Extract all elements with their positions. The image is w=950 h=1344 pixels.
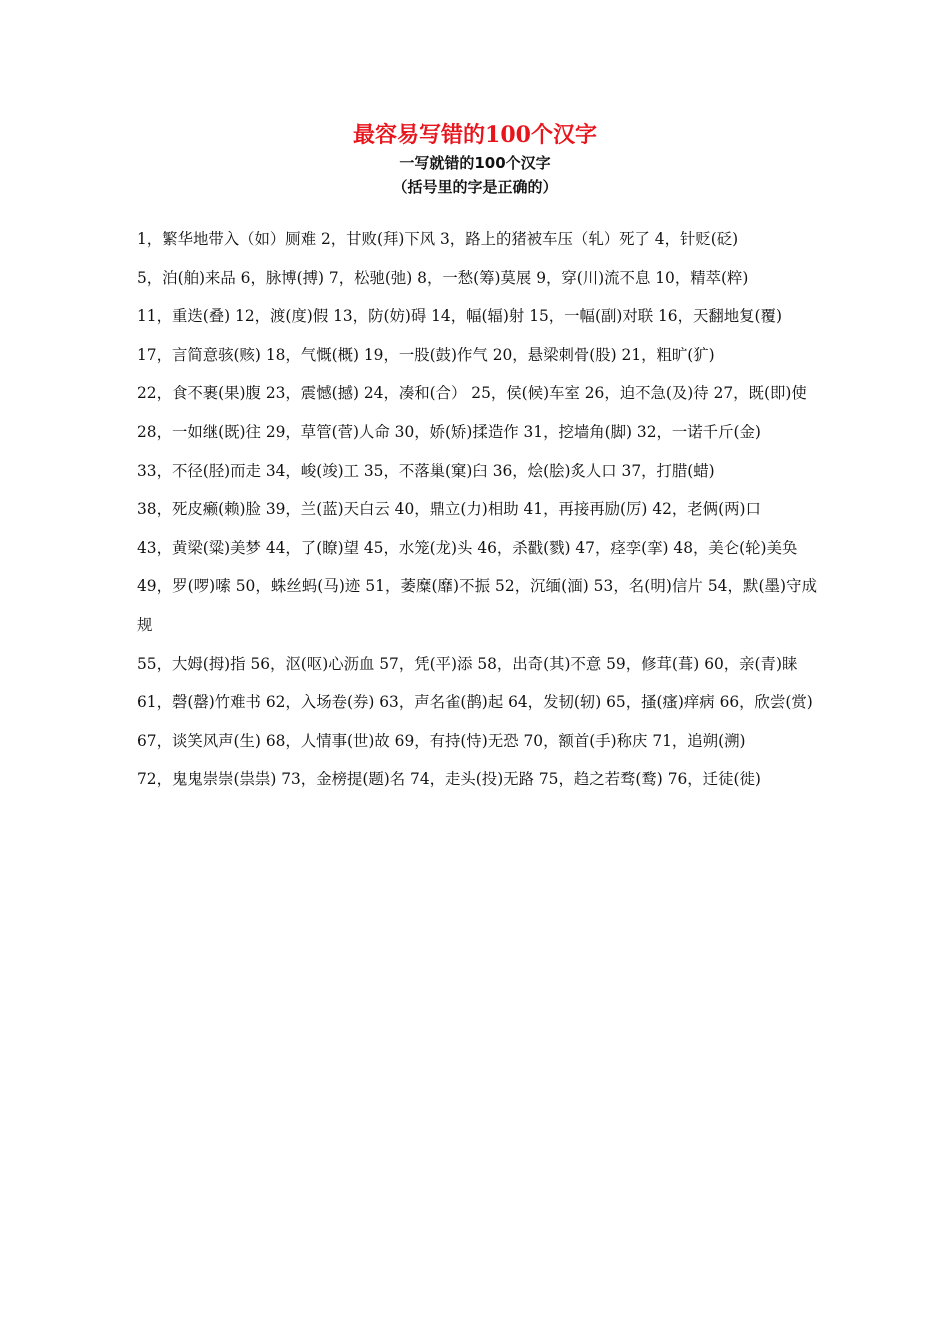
list-item: 1，繁华地带入（如）厕难 2，甘败(拜)下风 3，路上的猪被车压（轧）死了 4，针贬(砭) (137, 230, 739, 248)
page-subtitle: 一写就错的100个汉字 (399, 154, 551, 172)
list-item: 61，磬(罄)竹难书 62，入场卷(券) 63，声名雀(鹊)起 64，发韧(轫) 65，搔(瘙)痒病 66，欣尝(赏) (137, 693, 813, 712)
list-item: 5，泊(舶)来品 6，脉博(搏) 7，松驰(弛) 8，一愁(筹)莫展 9，穿(川)流不息 10，精萃(粹) (137, 268, 749, 287)
document-header (0, 120, 950, 198)
list-item: 49，罗(啰)嗦 50，蛛丝蚂(马)迹 51，萎糜(靡)不振 52，沉缅(湎) 53，名(明)信片 54，默(墨)守成规 (137, 577, 817, 634)
list-item: 67，谈笑风声(生) 68，人情事(世)故 69，有持(恃)无恐 70，额首(手)称庆 71，追朔(溯) (137, 731, 746, 750)
list-item: 43，黄梁(粱)美梦 44，了(瞭)望 45，水笼(龙)头 46，杀戳(戮) 47，痉孪(挛) 48，美仑(轮)美奂 (137, 538, 798, 557)
list-item: 33，不径(胫)而走 34，峻(竣)工 35，不落巢(窠)臼 36，烩(脍)炙人口 37，打腊(蜡) (137, 461, 715, 480)
list-item: 55，大姆(拇)指 56，沤(呕)心沥血 57，凭(平)添 58，出奇(其)不意 59，修茸(葺) 60，亲(青)睐 (137, 654, 798, 673)
page-title: 最容易写错的100个汉字 (353, 122, 597, 148)
list-item: 28，一如继(既)往 29，草管(菅)人命 30，娇(矫)揉造作 31，挖墙角(脚) 32，一诺千斤(金) (137, 422, 761, 441)
list-item: 11，重迭(叠) 12，渡(度)假 13，防(妨)碍 14，幅(辐)射 15，一幅(副)对联 16，天翻地复(覆) (137, 307, 782, 326)
list-item: 22，食不裹(果)腹 23，震憾(撼) 24，凑和(合） 25，侯(候)车室 26，迫不急(及)待 27，既(即)使 (137, 384, 807, 403)
word-list (137, 220, 817, 799)
list-item: 17，言简意骇(赅) 18，气慨(概) 19，一股(鼓)作气 20，悬梁刺骨(股) 21，粗旷(犷) (137, 345, 715, 364)
list-item: 38，死皮癞(赖)脸 39，兰(蓝)天白云 40，鼎立(力)相助 41，再接再励(厉) 42，老俩(两)口 (137, 500, 761, 519)
page-note: （括号里的字是正确的） (392, 178, 558, 196)
list-item: 72，鬼鬼崇崇(祟祟) 73，金榜提(题)名 74，走头(投)无路 75，趋之若骛(鹜) 76，迁徒(徙) (137, 770, 761, 789)
